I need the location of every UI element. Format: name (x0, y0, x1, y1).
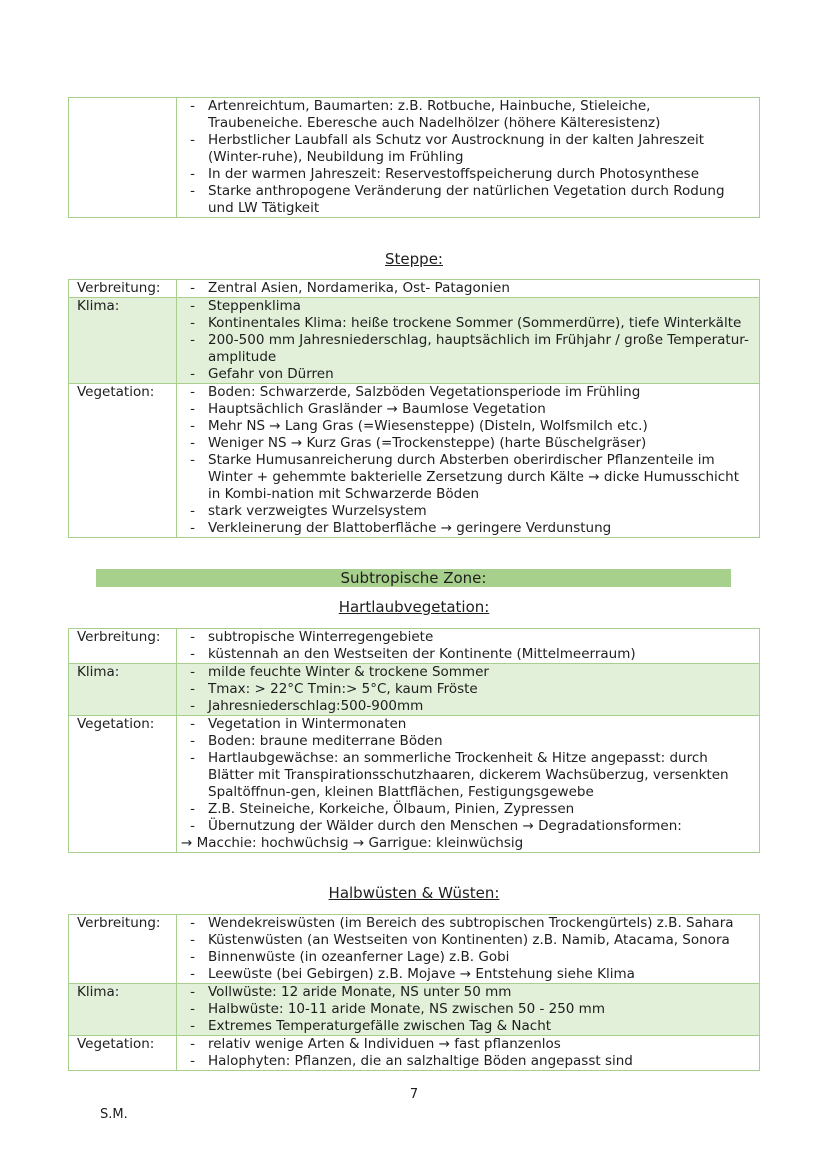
bullet-list (177, 1036, 760, 1071)
author-initials: S.M. (100, 1107, 128, 1122)
list-item: - Übernutzung der Wälder durch den Menschen → Degradationsformen: (190, 818, 682, 834)
list-item: - Artenreichtum, Baumarten: z.B. Rotbuche, Hainbuche, Stieleiche, Traubeneiche. Eberesche auch Nadelhölzer (höhere Kälteresistenz) (190, 98, 661, 131)
list-item: - Extremes Temperaturgefälle zwischen Tag & Nacht (190, 1018, 552, 1034)
row-label: Verbreitung: (69, 629, 177, 664)
list-item: - Mehr NS → Lang Gras (=Wiesensteppe) (Disteln, Wolfsmilch etc.) (190, 418, 648, 434)
list-item: - Halophyten: Pflanzen, die an salzhaltige Böden angepasst sind (190, 1053, 633, 1069)
list-item: - Starke anthropogene Veränderung der natürlichen Vegetation durch Rodung und LW Tätigkeit (190, 183, 725, 216)
table-row (69, 915, 760, 984)
bullet-list (177, 280, 760, 298)
section-heading-hartlaub: Hartlaubvegetation: (338, 598, 490, 616)
list-item: - subtropische Winterregengebiete (190, 629, 434, 645)
row-label: Klima: (69, 984, 177, 1036)
list-item: - Steppenklima (190, 298, 301, 314)
list-item: - Jahresniederschlag:500-900mm (190, 698, 424, 714)
list-item: - In der warmen Jahreszeit: Reservestoffspeicherung durch Photosynthese (190, 166, 700, 182)
list-item: - Halbwüste: 10-11 aride Monate, NS zwischen 50 - 250 mm (190, 1001, 605, 1017)
list-item: - Tmax: > 22°C Tmin:> 5°C, kaum Fröste (190, 681, 478, 697)
section-heading-wuesten: Halbwüsten & Wüsten: (328, 884, 500, 902)
bullet-list (177, 984, 760, 1036)
list-item: - Weniger NS → Kurz Gras (=Trockensteppe) (harte Büschelgräser) (190, 435, 647, 451)
zone-title-bar: Subtropische Zone: (96, 569, 731, 587)
top-table (68, 97, 760, 218)
table-row (69, 629, 760, 664)
row-label (69, 98, 177, 218)
page-number: 7 (409, 1087, 419, 1102)
wuesten-table (68, 914, 760, 1071)
bullet-list (177, 98, 760, 218)
list-item: - Küstenwüsten (an Westseiten von Kontinenten) z.B. Namib, Atacama, Sonora (190, 932, 730, 948)
bullet-list (177, 384, 760, 538)
list-item: - Herbstlicher Laubfall als Schutz vor Austrocknung in der kalten Jahreszeit (Winter-ruhe), Neubildung im Frühling (190, 132, 705, 165)
row-label: Vegetation: (69, 716, 177, 853)
table-row (69, 298, 760, 384)
bullet-list (177, 664, 760, 716)
bullet-list (177, 298, 760, 384)
list-item: - Vegetation in Wintermonaten (190, 716, 407, 732)
list-item: - Vollwüste: 12 aride Monate, NS unter 50 mm (190, 984, 512, 1000)
row-label: Klima: (69, 664, 177, 716)
list-item: - Verkleinerung der Blattoberfläche → geringere Verdunstung (190, 520, 612, 536)
list-item: - Zentral Asien, Nordamerika, Ost- Patagonien (190, 280, 510, 296)
list-item: - Binnenwüste (in ozeanferner Lage) z.B. Gobi (190, 949, 510, 965)
row-label: Verbreitung: (69, 915, 177, 984)
bullet-list (177, 629, 760, 664)
table-row (69, 664, 760, 716)
list-item: - Boden: braune mediterrane Böden (190, 733, 443, 749)
bullet-list (177, 915, 760, 984)
table-row (69, 384, 760, 538)
list-item: - Boden: Schwarzerde, Salzböden Vegetationsperiode im Frühling (190, 384, 641, 400)
row-label: Verbreitung: (69, 280, 177, 298)
list-item: - Z.B. Steineiche, Korkeiche, Ölbaum, Pinien, Zypressen (190, 801, 575, 817)
row-label: Vegetation: (69, 384, 177, 538)
list-item: - milde feuchte Winter & trockene Sommer (190, 664, 489, 680)
list-item: - Wendekreiswüsten (im Bereich des subtropischen Trockengürtels) z.B. Sahara (190, 915, 734, 931)
list-continuation: → Macchie: hochwüchsig → Garrigue: kleinwüchsig (181, 835, 524, 851)
list-item: - Hartlaubgewächse: an sommerliche Trockenheit & Hitze angepasst: durch Blätter mit Transpirationsschutzhaaren, dickerem Wachsüberzug, versenkten Spaltöffnun-gen, kleinen Blattflächen, Festigungsgewebe (190, 750, 729, 800)
list-item: - Gefahr von Dürren (190, 366, 334, 382)
list-item: - Kontinentales Klima: heiße trockene Sommer (Sommerdürre), tiefe Winterkälte (190, 315, 742, 331)
list-item: - Leewüste (bei Gebirgen) z.B. Mojave → Entstehung siehe Klima (190, 966, 635, 982)
section-heading-steppe: Steppe: (385, 250, 443, 268)
table-row (69, 716, 760, 853)
list-item: - Hauptsächlich Grasländer → Baumlose Vegetation (190, 401, 546, 417)
list-item: - küstennah an den Westseiten der Kontinente (Mittelmeerraum) (190, 646, 636, 662)
steppe-table (68, 279, 760, 538)
list-item: - 200-500 mm Jahresniederschlag, hauptsächlich im Frühjahr / große Temperatur-amplitude (190, 332, 749, 365)
table-row (69, 984, 760, 1036)
list-item: - Starke Humusanreicherung durch Absterben oberirdischer Pflanzenteile im Winter + gehemmte bakterielle Zersetzung durch Kälte → dicke Humusschicht in Kombi-nation mit Schwarzerde Böden (190, 452, 740, 502)
list-item: - stark verzweigtes Wurzelsystem (190, 503, 427, 519)
table-row (69, 280, 760, 298)
row-label: Vegetation: (69, 1036, 177, 1071)
list-item: - relativ wenige Arten & Individuen → fast pflanzenlos (190, 1036, 561, 1052)
row-label: Klima: (69, 298, 177, 384)
bullet-list (177, 716, 760, 853)
table-row (69, 1036, 760, 1071)
hartlaub-table (68, 628, 760, 853)
